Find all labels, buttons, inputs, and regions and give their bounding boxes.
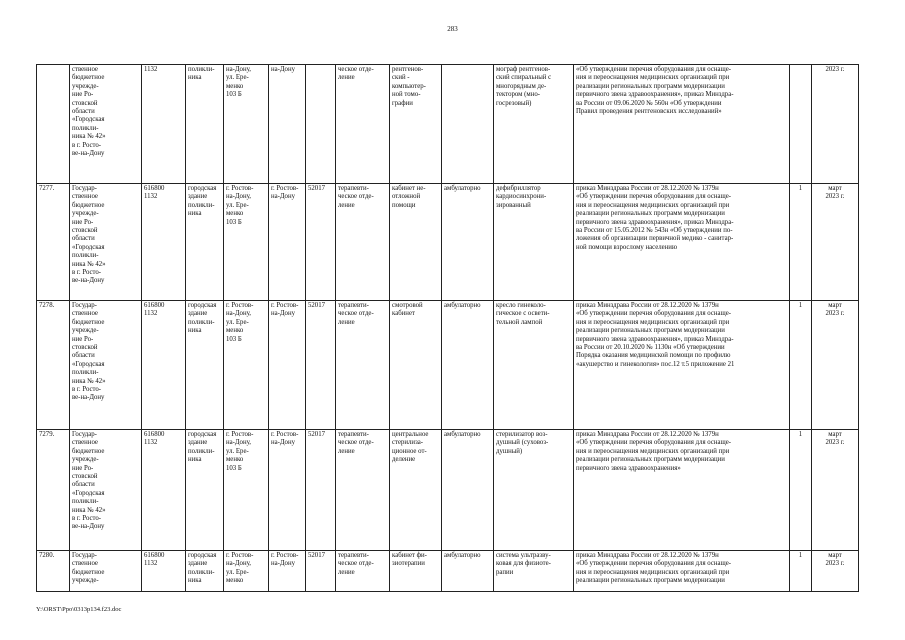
cell-room: смотровой кабинет (390, 301, 442, 430)
cell-city: на-Дону (269, 65, 306, 184)
cell-inst: Государ- ственное бюджетное учрежде- (70, 551, 142, 592)
cell-num: 7277. (37, 184, 70, 301)
cell-order: приказ Минздрава России от 28.12.2020 № 1379н «Об утверждении перечня оборудования для оснаще- ния и переоснащения медицинских организаций при реализации региональных программ модернизации первичного звена здравоохранения», приказ Минздра- ва России от 15.05.2012 № 543н «Об утверждении по- ложения об организации первичной медико - санитар- ной помощи взрослому населению (574, 184, 790, 301)
cell-qty: 1 (790, 184, 812, 301)
cell-building: поликли- ника (186, 65, 224, 184)
cell-room: кабинет фи- зиотерапии (390, 551, 442, 592)
cell-inst: Государ- ственное бюджетное учрежде- ние Ро- стовской области «Городская поликли- ника № 42» в г. Росто- ве-на-Дону (70, 184, 142, 301)
cell-type: амбулаторно (442, 430, 494, 551)
cell-inst: Государ- ственное бюджетное учрежде- ние Ро- стовской области «Городская поликли- ника № 42» в г. Росто- ве-на-Дону (70, 301, 142, 430)
cell-num: 7279. (37, 430, 70, 551)
cell-dept: терапевти- ческое отде- ление (336, 551, 390, 592)
equipment-table (36, 64, 859, 592)
cell-equip: мограф рентгенов- ский спиральный с многорядным де- тектором (мно- госрезовый) (494, 65, 574, 184)
cell-dept: терапевти- ческое отде- ление (336, 301, 390, 430)
cell-city: г. Ростов- на-Дону (269, 301, 306, 430)
cell-addr: на-Дону, ул. Ере- менко 103 Б (224, 65, 269, 184)
cell-addr: г. Ростов- на-Дону, ул. Ере- менко 103 Б (224, 301, 269, 430)
cell-order: приказ Минздрава России от 28.12.2020 № 1379н «Об утверждении перечня оборудования для оснаще- ния и переоснащения медицинских организаций при реализации региональных программ модернизации первичного звена здравоохранения» (574, 430, 790, 551)
cell-num: 7278. (37, 301, 70, 430)
cell-code: 616800 1132 (142, 430, 186, 551)
cell-equip: дефибриллятор кардиосинхрони- зированный (494, 184, 574, 301)
table-row (37, 65, 859, 184)
cell-qty: 1 (790, 301, 812, 430)
cell-oktmo: 52017 (306, 301, 336, 430)
cell-qty (790, 65, 812, 184)
cell-date: март 2023 г. (812, 430, 859, 551)
cell-code: 1132 (142, 65, 186, 184)
cell-city: г. Ростов- на-Дону (269, 551, 306, 592)
cell-date: март 2023 г. (812, 184, 859, 301)
cell-order: приказ Минздрава России от 28.12.2020 № 1379н «Об утверждении перечня оборудования для оснаще- ния и переоснащения медицинских организаций при реализации региональных программ модернизации первичного звена здравоохранения», приказ Минздра- ва России от 20.10.2020 № 1130н «Об утверждении Порядка оказания медицинской помощи по профилю «акушерство и гинекология» пос.12 т.5 приложение 21 (574, 301, 790, 430)
cell-dept: терапевти- ческое отде- ление (336, 184, 390, 301)
cell-num: 7280. (37, 551, 70, 592)
cell-building: городская здание поликли- ника (186, 551, 224, 592)
cell-building: городская здание поликли- ника (186, 430, 224, 551)
cell-code: 616800 1132 (142, 301, 186, 430)
document-path: Y:\ORST\Ppo\0313p134.f23.doc (36, 606, 122, 613)
cell-city: г. Ростов- на-Дону (269, 430, 306, 551)
page-number: 283 (447, 25, 458, 33)
cell-type: амбулаторно (442, 184, 494, 301)
cell-equip: кресло гинеколо- гическое с освети- тельной лампой (494, 301, 574, 430)
cell-room: кабинет не- отложной помощи (390, 184, 442, 301)
cell-qty: 1 (790, 430, 812, 551)
cell-date: март 2023 г. (812, 301, 859, 430)
table-row (37, 551, 859, 592)
table-row (37, 184, 859, 301)
table-row (37, 301, 859, 430)
cell-date: март 2023 г. (812, 551, 859, 592)
cell-building: городская здание поликли- ника (186, 184, 224, 301)
cell-room: рентгенов- ский - компьютер- ной томо- графии (390, 65, 442, 184)
cell-building: городская здание поликли- ника (186, 301, 224, 430)
cell-inst: ственное бюджетное учрежде- ние Ро- стовской области «Городская поликли- ника № 42» в г. Росто- ве-на-Дону (70, 65, 142, 184)
cell-room: центральное стерилиза- ционное от- деление (390, 430, 442, 551)
cell-type (442, 65, 494, 184)
cell-addr: г. Ростов- на-Дону, ул. Ере- менко 103 Б (224, 430, 269, 551)
cell-num (37, 65, 70, 184)
cell-dept: терапевти- ческое отде- ление (336, 430, 390, 551)
cell-equip: стерилизатор воз- душный (суховоз- душный) (494, 430, 574, 551)
cell-order: «Об утверждении перечня оборудования для оснаще- ния и переоснащения медицинских организаций при реализации региональных программ модернизации первичного звена здравоохранения», приказ Минздра- ва России от 09.06.2020 № 560н «Об утверждении Правил проведения рентгеновских исследований» (574, 65, 790, 184)
cell-order: приказ Минздрава России от 28.12.2020 № 1379н «Об утверждении перечня оборудования для оснаще- ния и переоснащения медицинских организаций при реализации региональных программ модернизации (574, 551, 790, 592)
cell-oktmo: 52017 (306, 184, 336, 301)
cell-city: г. Ростов- на-Дону (269, 184, 306, 301)
cell-inst: Государ- ственное бюджетное учрежде- ние Ро- стовской области «Городская поликли- ника № 42» в г. Росто- ве-на-Дону (70, 430, 142, 551)
cell-oktmo (306, 65, 336, 184)
cell-type: амбулаторно (442, 551, 494, 592)
cell-oktmo: 52017 (306, 430, 336, 551)
cell-qty: 1 (790, 551, 812, 592)
cell-addr: г. Ростов- на-Дону, ул. Ере- менко (224, 551, 269, 592)
table-row (37, 430, 859, 551)
cell-type: амбулаторно (442, 301, 494, 430)
cell-code: 616800 1132 (142, 551, 186, 592)
cell-oktmo: 52017 (306, 551, 336, 592)
cell-equip: система ультразву- ковая для физиоте- рапии (494, 551, 574, 592)
cell-dept: ческое отде- ление (336, 65, 390, 184)
cell-addr: г. Ростов- на-Дону, ул. Ере- менко 103 Б (224, 184, 269, 301)
cell-date: 2023 г. (812, 65, 859, 184)
cell-code: 616800 1132 (142, 184, 186, 301)
